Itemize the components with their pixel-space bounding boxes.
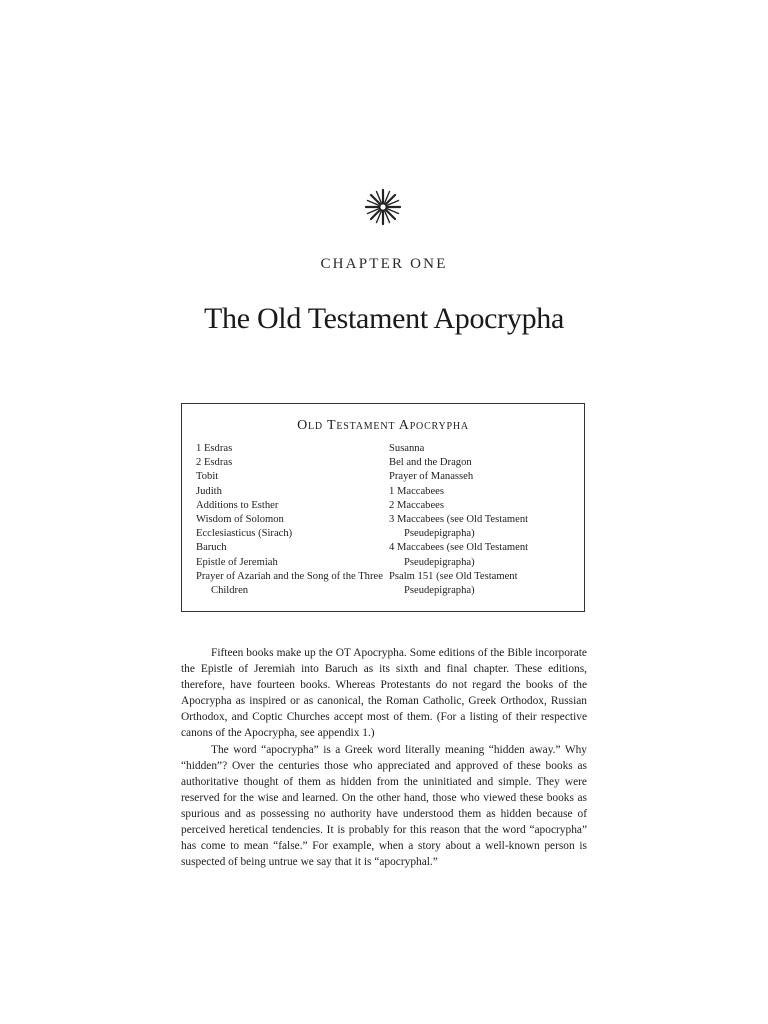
body-text — [181, 645, 587, 870]
box-title: Old Testament Apocrypha — [297, 418, 469, 433]
list-item: Additions to Esther — [196, 499, 279, 511]
chapter-title: The Old Testament Apocrypha — [204, 302, 564, 335]
paragraph-2: The word “apocrypha” is a Greek word literally meaning “hidden away.” Why “hidden”? Over the centuries those who appreciated and approved of these books as authoritative thought of them as hidden from the uninitiated and simple. They were reserved for the wise and learned. On the other hand, those who viewed these books as spurious and as possessing no authority have understood them as hidden because of perceived heretical tendencies. It is probably for this reason that the word “apocrypha” has come to mean “false.” For example, when a story about a well-known person is suspected of being untrue we say that it is “apocryphal.” — [181, 743, 587, 869]
list-item: Bel and the Dragon — [389, 457, 472, 469]
list-item: Tobit — [196, 471, 219, 483]
apocrypha-list-box — [181, 403, 585, 612]
left-column — [196, 442, 386, 598]
ot-abbreviation: OT — [335, 647, 351, 659]
list-item: 1 Maccabees — [389, 485, 444, 497]
list-item: Wisdom of Solomon — [196, 514, 284, 526]
list-item: 2 Maccabees — [389, 499, 444, 511]
list-item: 3 Maccabees (see Old Testament Pseudepigrapha) — [389, 514, 529, 540]
list-item: Baruch — [196, 542, 227, 554]
chapter-label: CHAPTER ONE — [320, 256, 448, 272]
list-item: Psalm 151 (see Old Testament Pseudepigrapha) — [389, 570, 518, 597]
right-column — [389, 442, 579, 598]
list-item: 1 Esdras — [196, 443, 233, 454]
list-item: Prayer of Azariah and the Song of the Three Children — [196, 570, 383, 597]
list-item: Susanna — [389, 443, 425, 454]
paragraph-1-start: Fifteen books make up the — [211, 647, 336, 659]
list-item: Judith — [196, 485, 222, 497]
list-item: Prayer of Manasseh — [389, 471, 474, 483]
paragraph-1 — [181, 645, 587, 742]
list-item: Epistle of Jeremiah — [196, 556, 278, 568]
list-item: Ecclesiasticus (Sirach) — [196, 528, 293, 540]
list-item: 2 Esdras — [196, 457, 233, 469]
starburst-ornament-icon — [364, 188, 402, 226]
paragraph-1-rest: Apocrypha. Some editions of the Bible incorporate the Epistle of Jeremiah into Baruch as its sixth and final chapter. These editions, therefore, have fourteen books. Whereas Protestants do not regard the books of the Apocrypha as inspired or as canonical, the Roman Catholic, Greek Orthodox, Russian Orthodox, and Coptic Churches accept most of them. (For a listing of their respective canons of the Apocrypha, see appendix 1.) — [181, 647, 587, 740]
list-item: 4 Maccabees (see Old Testament Pseudepigrapha) — [389, 542, 529, 568]
